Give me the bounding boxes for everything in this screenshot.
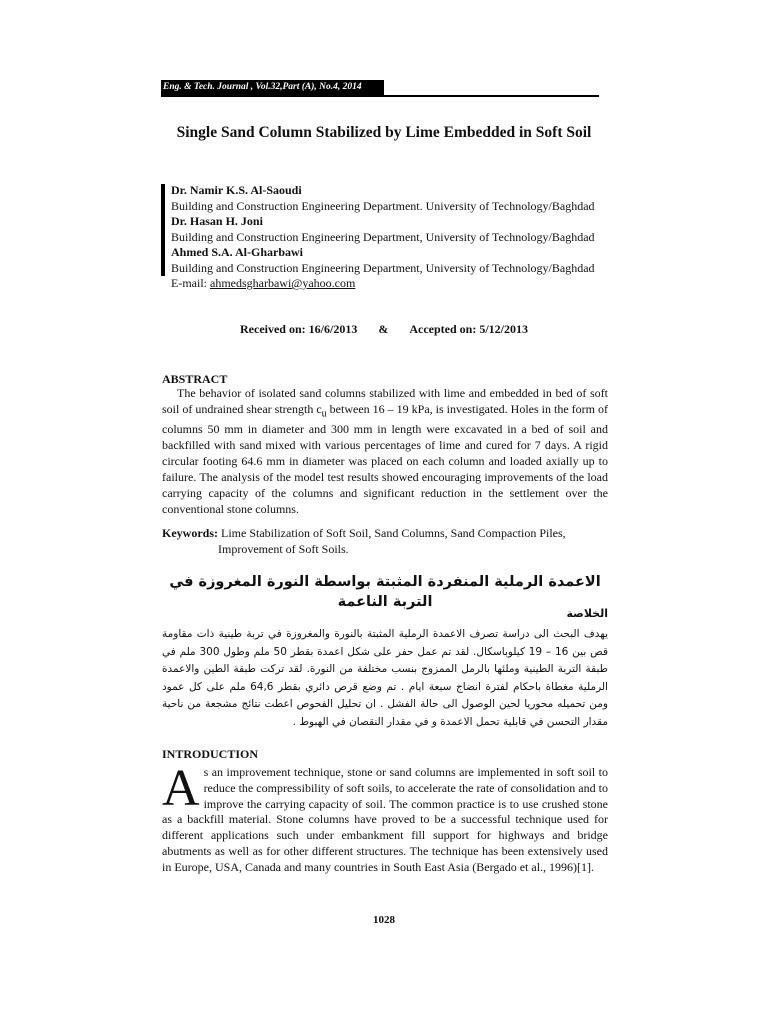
abstract-heading: ABSTRACT — [162, 372, 228, 386]
drop-cap: A — [162, 760, 200, 817]
keywords — [162, 526, 608, 557]
journal-citation: Eng. & Tech. Journal , Vol.32,Part (A), No.4, 2014 — [163, 82, 362, 92]
author-block — [171, 183, 595, 292]
introduction-text — [162, 760, 608, 876]
paper-title: Single Sand Column Stabilized by Lime Embedded in Soft Soil — [176, 124, 592, 141]
email-link[interactable]: ahmedsgharbawi@yahoo.com — [210, 276, 356, 290]
author-name: Ahmed S.A. Al-Gharbawi — [171, 245, 304, 259]
author-affiliation: Building and Construction Engineering Department. University of Technology/Baghdad — [171, 198, 595, 213]
subscript-u: u — [321, 408, 327, 420]
dates-separator: & — [378, 322, 389, 336]
submission-dates — [0, 322, 768, 336]
keywords-line: Lime Stabilization of Soft Soil, Sand Columns, Sand Compaction Piles, — [218, 526, 566, 540]
email-line — [171, 276, 595, 292]
header-divider — [161, 95, 599, 97]
introduction-heading: INTRODUCTION — [162, 747, 259, 761]
abstract-text-part: The behavior of isolated sand columns stabilized with lime and embedded in bed of soft soil of undrained shear strength c — [162, 386, 608, 416]
email-label: E-mail: — [171, 276, 210, 290]
arabic-abstract-text: يهدف البحث الى دراسة تصرف الاعمدة الرملية المثبتة بالنورة والمغروزة في تربة طينية ذات مقاومة قص بين 16 – 19 كيلوباسكال. لقد تم عمل حفر على شكل اعمدة بقطر 50 ملم وطول 300 ملم في طبقة التربة الطينية وملئها بالرمل الممزوج بنسب مختلفة من النورة. لقد تركت طبقة الطين والاعمدة الرملية مغطاة باحكام لفترة انضاج سبعة ايام . تم وضع قرص دائري بقطر 64,6 ملم على كل عمود ومن تحميله محوريا لحين الوصول الى حالة الفشل . ان تحليل الفحوص اعطت نتائج مشجعة من ناحية مقدار التحسن في قابلية تحمل الاعمدة و في مقدار النقصان في الهبوط . — [162, 628, 608, 728]
page-number: 1028 — [373, 914, 395, 926]
introduction-paragraph: s an improvement technique, stone or sand columns are implemented in soft soil to reduce the compressibility of soft soils, to accelerate the rate of consolidation and to improve the carrying capacity of soil. The common practice is to use crushed stone as a backfill material. Stone columns have proved to be a successful technique used for different applications such under embankment fill support for highways and bridge abutments as well as for other different structures. The technique has been extensively used in Europe, USA, Canada and many countries in South East Asia (Bergado et al., 1996)[1]. — [162, 765, 608, 874]
author-affiliation: Building and Construction Engineering Department, University of Technology/Baghdad — [171, 229, 595, 244]
keywords-heading: Keywords: — [162, 526, 218, 540]
abstract-text-part: between 16 – 19 kPa, is investigated. Holes in the form of columns 50 mm in diameter and 300 mm in length were excavated in a bed of soil and backfilled with sand mixed with various percentages of lime and cured for 7 days. A rigid circular footing 64.6 mm in diameter was placed on each column and loaded axially up to failure. The analysis of the model test results showed encouraging improvements of the load carrying capacity of the columns and significant reduction in the settlement over the conventional stone columns. — [162, 401, 609, 516]
received-date: Received on: 16/6/2013 — [240, 322, 358, 336]
author-block-bar — [161, 184, 165, 276]
abstract-text — [162, 386, 608, 518]
author-affiliation: Building and Construction Engineering Department, University of Technology/Baghdad — [171, 260, 595, 275]
accepted-date: Accepted on: 5/12/2013 — [409, 322, 528, 336]
author-name: Dr. Namir K.S. Al-Saoudi — [171, 183, 302, 197]
arabic-abstract-heading: الخلاصة — [566, 607, 608, 620]
arabic-title: الاعمدة الرملية المنفردة المثبتة بواسطة النورة المغروزة في التربة الناعمة — [169, 574, 601, 610]
author-name: Dr. Hasan H. Joni — [171, 214, 263, 228]
keywords-line: Improvement of Soft Soils. — [218, 541, 349, 556]
